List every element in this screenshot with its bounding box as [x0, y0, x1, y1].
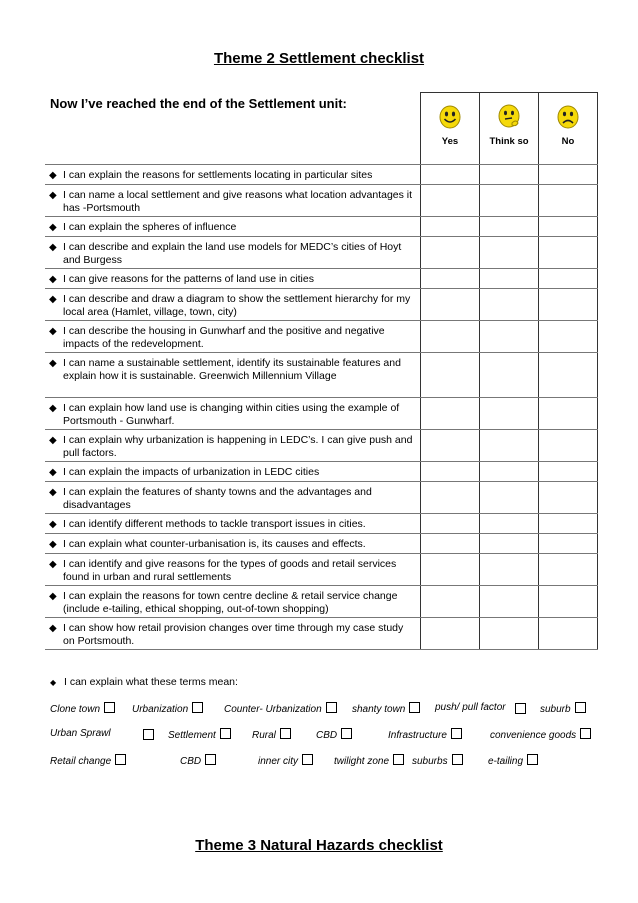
intro-text: Now I’ve reached the end of the Settlement unit:	[50, 96, 347, 111]
diamond-bullet-icon: ◆	[49, 170, 57, 181]
checkbox-cell-think-so[interactable]	[480, 514, 539, 534]
term-checkbox[interactable]	[192, 702, 203, 713]
diamond-bullet-icon: ◆	[49, 467, 57, 478]
checklist-item-text: I can describe the housing in Gunwharf and the positive and negative impacts of the redevelopment.	[63, 325, 385, 350]
term-item	[168, 728, 231, 741]
diamond-bullet-icon: ◆	[49, 623, 57, 634]
term-label: Infrastructure	[388, 730, 447, 741]
checklist-item-text: I can explain why urbanization is happening in LEDC’s. I can give push and pull factors.	[63, 434, 413, 459]
term-item	[132, 702, 203, 715]
checkbox-cell-no[interactable]	[539, 618, 598, 650]
checkbox-cell-think-so[interactable]	[480, 321, 539, 353]
thinking-face-icon	[496, 103, 522, 129]
checklist-item-text: I can explain the spheres of influence	[63, 221, 237, 233]
checkbox-cell-yes[interactable]	[421, 534, 480, 554]
term-label: Rural	[252, 730, 276, 741]
diamond-bullet-icon: ◆	[49, 222, 57, 233]
term-item	[540, 702, 586, 715]
term-checkbox[interactable]	[220, 728, 231, 739]
checklist-row	[45, 269, 598, 289]
term-label: suburb	[540, 704, 571, 715]
term-item	[50, 728, 111, 739]
checkbox-cell-yes[interactable]	[421, 237, 480, 269]
checklist-item-text: I can give reasons for the patterns of land use in cities	[63, 273, 314, 285]
checkbox-cell-no[interactable]	[539, 586, 598, 618]
checkbox-cell-no[interactable]	[539, 554, 598, 586]
checkbox-cell-yes[interactable]	[421, 430, 480, 462]
checkbox-cell-think-so[interactable]	[480, 237, 539, 269]
checkbox-cell-no[interactable]	[539, 237, 598, 269]
term-label: Clone town	[50, 704, 101, 715]
checkbox-cell-think-so[interactable]	[480, 618, 539, 650]
term-item	[252, 728, 291, 741]
checklist-item-text: I can explain the reasons for town centre decline & retail service change (include e-tailing, ethical shopping, out-of-town shopping)	[63, 590, 398, 615]
term-label: Settlement	[168, 730, 216, 741]
term-checkbox[interactable]	[143, 729, 154, 740]
checklist-row	[45, 462, 598, 482]
term-label: shanty town	[352, 704, 406, 715]
diamond-bullet-icon: ◆	[49, 519, 57, 530]
checkbox-cell-yes[interactable]	[421, 618, 480, 650]
col-yes-label: Yes	[441, 136, 459, 147]
checklist-row	[45, 618, 598, 650]
checklist-item-text: I can show how retail provision changes over time through my case study on Portsmouth.	[63, 622, 404, 647]
checklist-row	[45, 534, 598, 554]
checklist-row	[45, 289, 598, 321]
term-label: CBD	[316, 730, 338, 741]
checklist-row	[45, 217, 598, 237]
diamond-bullet-icon: ◆	[49, 242, 57, 253]
diamond-bullet-icon: ◆	[49, 591, 57, 602]
term-item	[352, 702, 420, 715]
diamond-bullet-icon: ◆	[49, 190, 57, 201]
checkbox-cell-think-so[interactable]	[480, 554, 539, 586]
checkbox-cell-yes[interactable]	[421, 462, 480, 482]
term-checkbox[interactable]	[104, 702, 115, 713]
diamond-bullet-icon: ◆	[49, 487, 57, 498]
term-checkbox[interactable]	[580, 728, 591, 739]
term-item	[488, 754, 538, 767]
col-yes	[421, 93, 480, 165]
term-checkbox[interactable]	[409, 702, 420, 713]
checkbox-cell-yes[interactable]	[421, 289, 480, 321]
term-label: Urban Sprawl	[50, 728, 111, 739]
checklist-row	[45, 514, 598, 534]
term-item	[435, 702, 506, 713]
diamond-bullet-icon: ◆	[49, 274, 57, 285]
checkbox-cell-yes[interactable]	[421, 398, 480, 430]
checkbox-cell-think-so[interactable]	[480, 185, 539, 217]
term-label: twilight zone	[334, 756, 390, 767]
checklist-item-text: I can explain how land use is changing within cities using the example of Portsmouth - Gunwharf.	[63, 402, 400, 427]
diamond-bullet-icon: ◆	[49, 403, 57, 414]
term-label: Retail change	[50, 756, 112, 767]
term-checkbox[interactable]	[341, 728, 352, 739]
term-label: suburbs	[412, 756, 448, 767]
checklist-row	[45, 482, 598, 514]
terms-heading-text: I can explain what these terms mean:	[64, 676, 238, 688]
checkbox-cell-no[interactable]	[539, 430, 598, 462]
checkbox-cell-no[interactable]	[539, 269, 598, 289]
checkbox-cell-no[interactable]	[539, 514, 598, 534]
term-item	[490, 728, 591, 741]
checklist-item-text: I can explain the features of shanty towns and the advantages and disadvantages	[63, 486, 372, 511]
checkbox-cell-no[interactable]	[539, 534, 598, 554]
term-label: e-tailing	[488, 756, 524, 767]
checkbox-cell-think-so[interactable]	[480, 482, 539, 514]
checklist-row	[45, 586, 598, 618]
term-item	[224, 702, 337, 715]
checkbox-cell-no[interactable]	[539, 353, 598, 398]
diamond-bullet-icon: ◆	[49, 326, 57, 337]
checklist-item-text: I can explain the impacts of urbanization in LEDC cities	[63, 466, 320, 478]
checklist-row	[45, 185, 598, 217]
checkbox-cell-yes[interactable]	[421, 217, 480, 237]
term-label: Counter- Urbanization	[224, 704, 322, 715]
checkbox-cell-think-so[interactable]	[480, 430, 539, 462]
settlement-checklist-table	[45, 92, 598, 650]
term-checkbox[interactable]	[527, 754, 538, 765]
checkbox-cell-yes[interactable]	[421, 554, 480, 586]
term-item	[50, 702, 115, 715]
checkbox-cell-yes[interactable]	[421, 482, 480, 514]
checkbox-cell-yes[interactable]	[421, 353, 480, 398]
checkbox-cell-yes[interactable]	[421, 269, 480, 289]
term-checkbox[interactable]	[326, 702, 337, 713]
happy-face-icon	[438, 103, 462, 129]
checkbox-cell-no[interactable]	[539, 289, 598, 321]
term-item	[258, 754, 313, 767]
diamond-bullet-icon: ◆	[49, 539, 57, 550]
checkbox-cell-no[interactable]	[539, 321, 598, 353]
term-item	[316, 728, 352, 741]
diamond-bullet-icon: ◆	[49, 435, 57, 446]
checklist-row	[45, 554, 598, 586]
checklist-row	[45, 430, 598, 462]
page-title: Theme 2 Settlement checklist	[213, 50, 425, 67]
diamond-bullet-icon: ◆	[49, 294, 57, 305]
checkbox-cell-think-so[interactable]	[480, 586, 539, 618]
checkbox-cell-think-so[interactable]	[480, 353, 539, 398]
diamond-bullet-icon: ◆	[49, 559, 57, 570]
checklist-item-text: I can name a sustainable settlement, identify its sustainable features and explain how it is sustainable. Greenwich Millennium Village	[63, 357, 401, 382]
term-checkbox[interactable]	[452, 754, 463, 765]
checkbox-cell-think-so[interactable]	[480, 289, 539, 321]
checkbox-cell-think-so[interactable]	[480, 165, 539, 185]
term-label: Urbanization	[132, 704, 189, 715]
checklist-row	[45, 165, 598, 185]
term-checkbox[interactable]	[280, 728, 291, 739]
term-checkbox[interactable]	[393, 754, 404, 765]
checkbox-cell-no[interactable]	[539, 217, 598, 237]
diamond-bullet-icon: ◆	[49, 358, 57, 369]
checklist-item-text: I can name a local settlement and give reasons what location advantages it has -Portsmouth	[63, 189, 413, 214]
term-checkbox[interactable]	[302, 754, 313, 765]
checklist-item-text: I can explain what counter-urbanisation is, its causes and effects.	[63, 538, 366, 550]
checkbox-cell-yes[interactable]	[421, 514, 480, 534]
checkbox-cell-think-so[interactable]	[480, 269, 539, 289]
sad-face-icon	[556, 103, 580, 129]
term-checkbox[interactable]	[115, 754, 126, 765]
term-item	[50, 754, 126, 767]
term-item	[334, 754, 404, 767]
checkbox-cell-no[interactable]	[539, 165, 598, 185]
term-item	[412, 754, 463, 767]
checkbox-cell-no[interactable]	[539, 185, 598, 217]
checkbox-cell-no[interactable]	[539, 482, 598, 514]
term-item	[180, 754, 216, 767]
checklist-row	[45, 237, 598, 269]
checkbox-cell-no[interactable]	[539, 398, 598, 430]
term-item	[388, 728, 462, 741]
checkbox-cell-think-so[interactable]	[480, 398, 539, 430]
term-label: convenience goods	[490, 730, 577, 741]
checklist-row	[45, 353, 598, 398]
checkbox-cell-yes[interactable]	[421, 185, 480, 217]
checkbox-cell-yes[interactable]	[421, 586, 480, 618]
col-no-label: No	[561, 136, 575, 147]
col-think-so-label: Think so	[489, 136, 529, 147]
checklist-row	[45, 398, 598, 430]
checklist-row	[45, 321, 598, 353]
term-label: inner city	[258, 756, 299, 767]
col-no	[539, 93, 598, 165]
checkbox-cell-yes[interactable]	[421, 165, 480, 185]
terms-heading	[50, 676, 238, 688]
diamond-bullet-icon: ◆	[50, 678, 57, 687]
checkbox-cell-yes[interactable]	[421, 321, 480, 353]
term-checkbox[interactable]	[205, 754, 216, 765]
checkbox-cell-think-so[interactable]	[480, 462, 539, 482]
checkbox-cell-think-so[interactable]	[480, 217, 539, 237]
checklist-item-text: I can explain the reasons for settlements locating in particular sites	[63, 169, 373, 181]
term-checkbox[interactable]	[515, 703, 526, 714]
term-checkbox[interactable]	[575, 702, 586, 713]
checklist-item-text: I can describe and explain the land use models for MEDC’s cities of Hoyt and Burgess	[63, 241, 402, 266]
checkbox-cell-no[interactable]	[539, 462, 598, 482]
checklist-item-text: I can identify different methods to tackle transport issues in cities.	[63, 518, 366, 530]
term-checkbox[interactable]	[451, 728, 462, 739]
term-label: push/ pull factor	[435, 702, 506, 713]
checklist-item-text: I can describe and draw a diagram to show the settlement hierarchy for my local area (Hamlet, village, town, city)	[63, 293, 411, 318]
checklist-item-text: I can identify and give reasons for the types of goods and retail services found in urban and rural settlements	[63, 558, 397, 583]
checkbox-cell-think-so[interactable]	[480, 534, 539, 554]
term-label: CBD	[180, 756, 202, 767]
next-theme-title: Theme 3 Natural Hazards checklist	[195, 837, 443, 854]
col-think-so	[480, 93, 539, 165]
